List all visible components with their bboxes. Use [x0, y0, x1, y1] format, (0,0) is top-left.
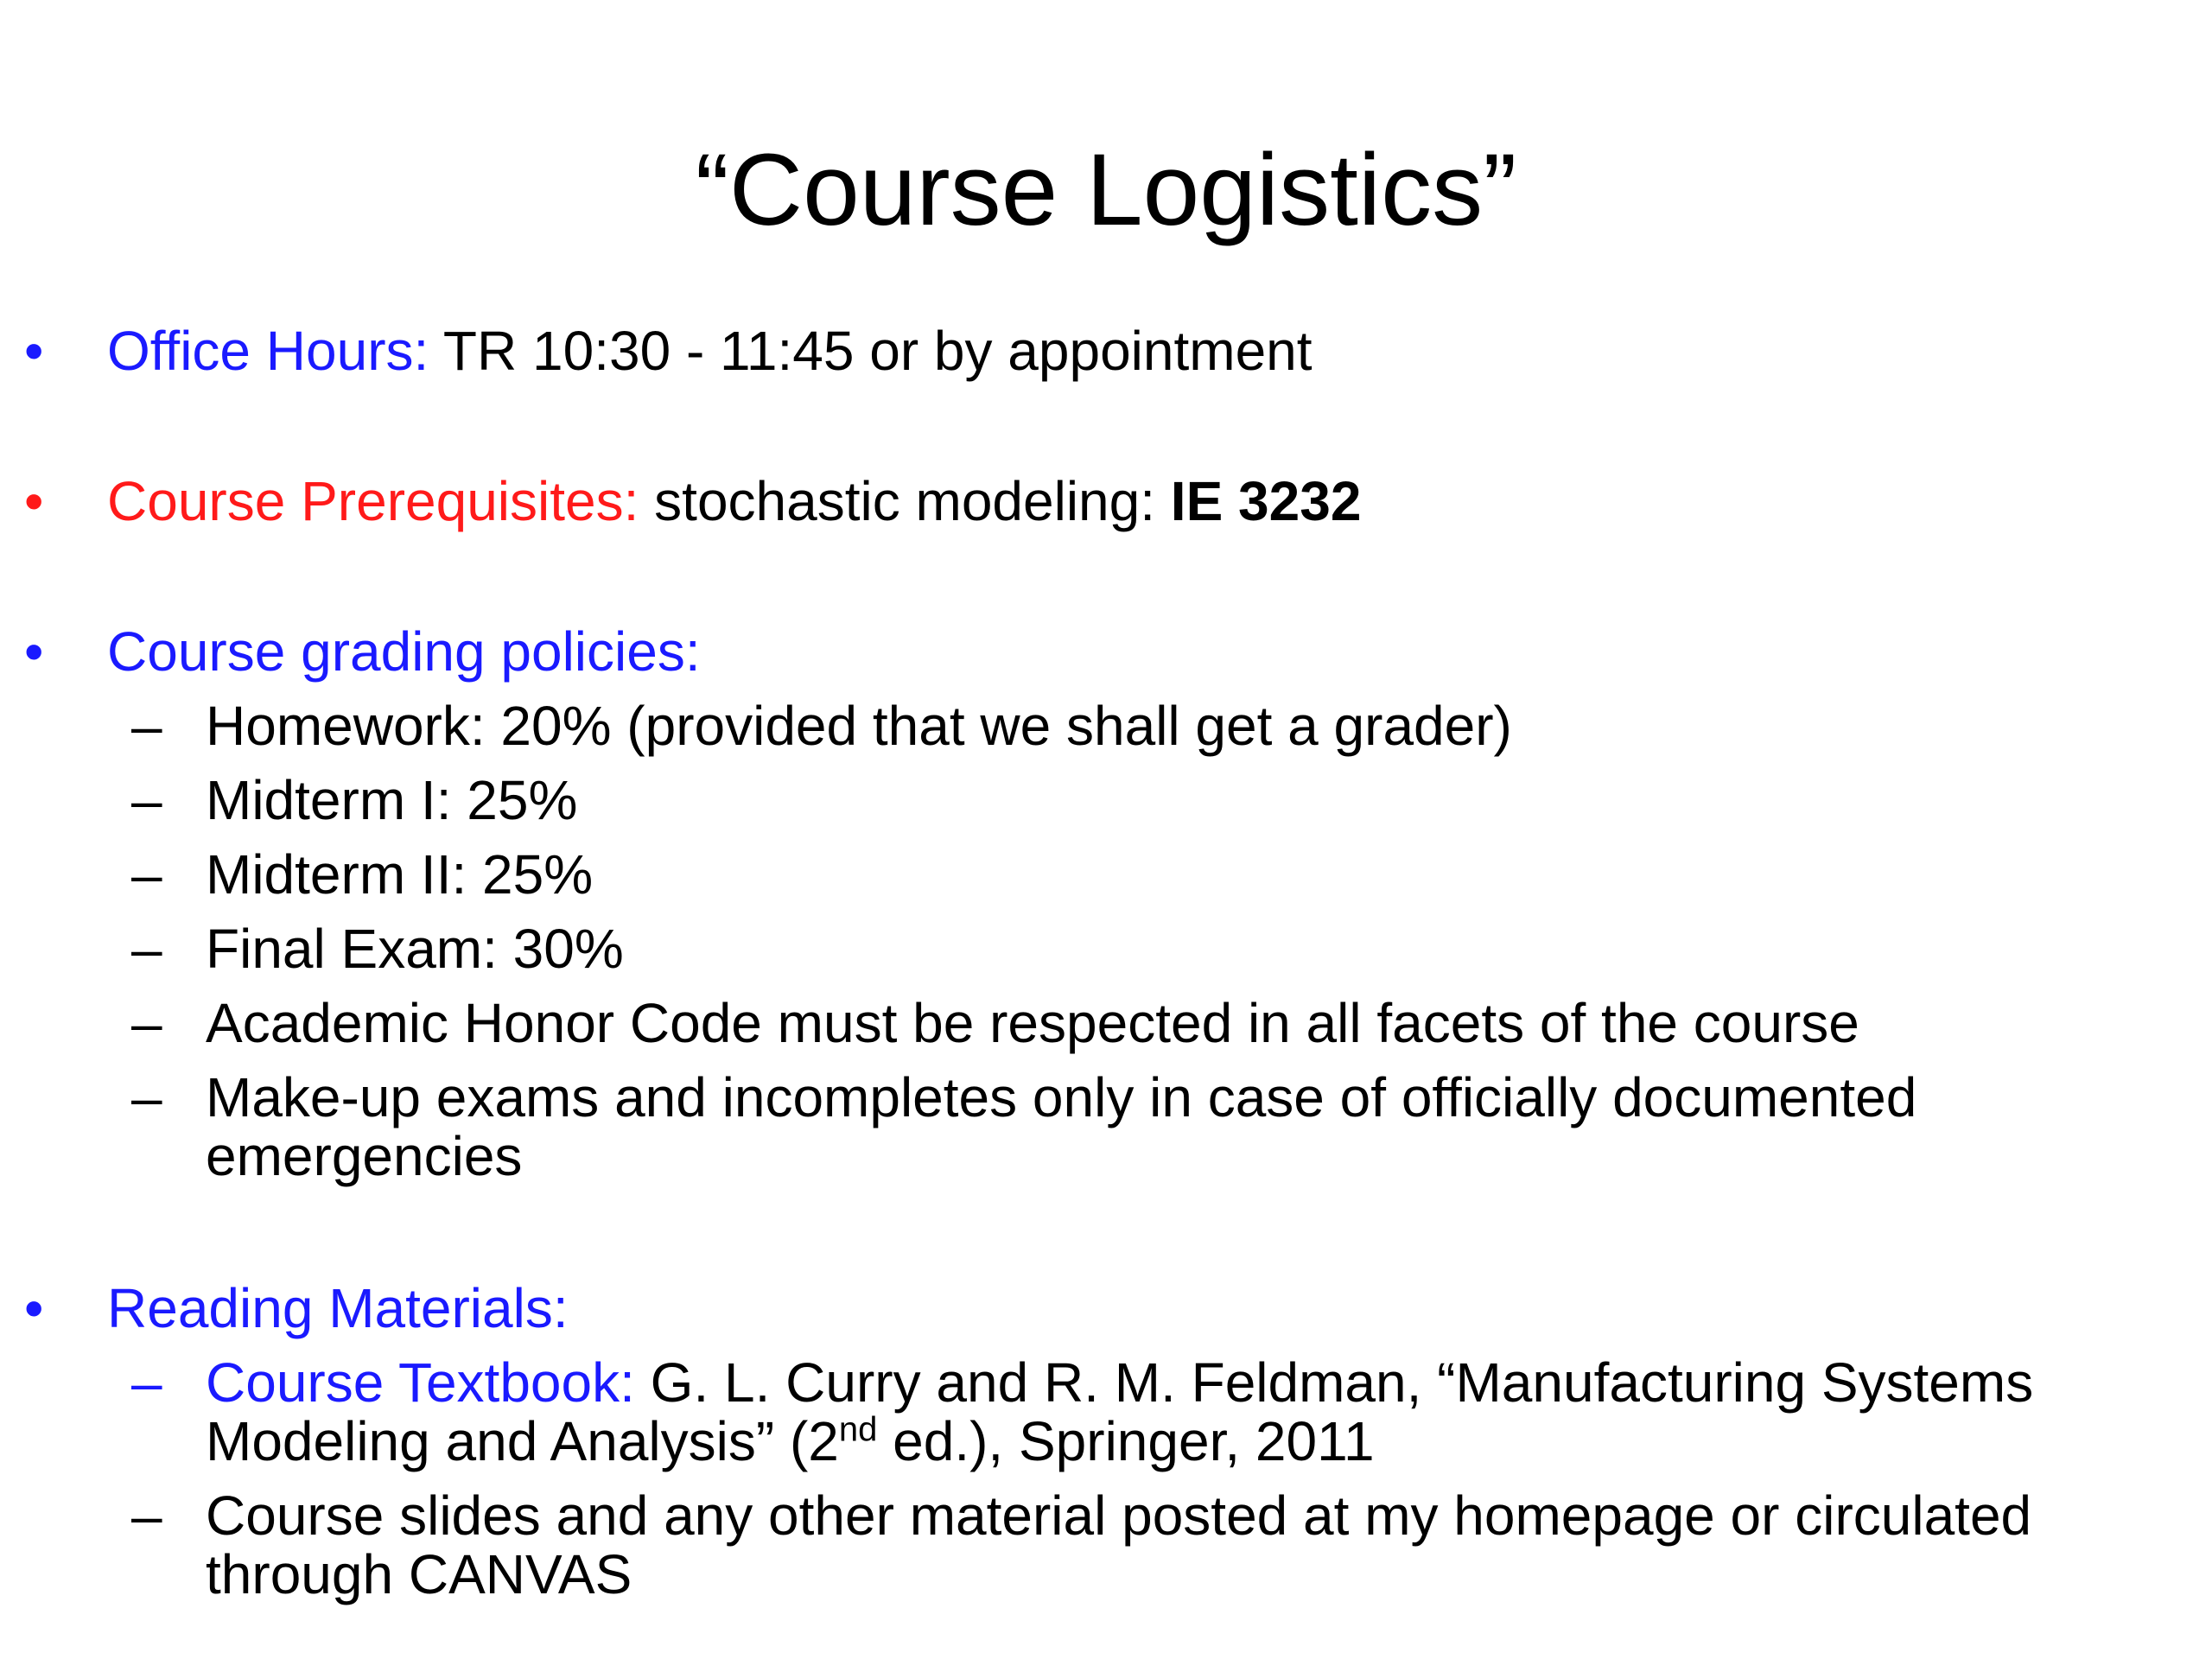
grading-item-midterm-1: Midterm I: 25% — [206, 769, 578, 831]
office-hours-label: Office Hours: — [107, 320, 429, 382]
grading-item-midterm-2: Midterm II: 25% — [206, 843, 594, 906]
grading-item-final-exam: Final Exam: 30% — [206, 918, 624, 980]
prerequisites-label: Course Prerequisites: — [107, 470, 639, 532]
bullet-office-hours: • — [24, 320, 44, 382]
textbook-citation-part3: ed.), Springer, 2011 — [877, 1410, 1375, 1472]
textbook-line2 — [206, 1410, 1375, 1472]
textbook-citation-part2: Modeling and Analysis” (2 — [206, 1410, 839, 1472]
dash-final-exam: – — [131, 918, 162, 980]
slides-line1: Course slides and any other material posted at my homepage or circulated — [206, 1484, 2032, 1547]
dash-makeup: – — [131, 1066, 162, 1128]
textbook-label: Course Textbook: — [206, 1351, 635, 1414]
dash-homework: – — [131, 695, 162, 757]
reading-label: Reading Materials: — [107, 1277, 569, 1339]
prerequisite-course: IE 3232 — [1170, 470, 1362, 532]
grading-item-homework: Homework: 20% (provided that we shall get a grader) — [206, 695, 1512, 757]
grading-item-honor-code: Academic Honor Code must be respected in all facets of the course — [206, 992, 1859, 1054]
office-hours-line — [107, 320, 1313, 382]
slides-line2: through CANVAS — [206, 1543, 632, 1605]
dash-midterm-2: – — [131, 843, 162, 906]
dash-slides: – — [131, 1484, 162, 1547]
slide-title: “Course Logistics” — [695, 133, 1517, 247]
bullet-grading: • — [24, 620, 44, 683]
grading-item-makeup-line1: Make-up exams and incompletes only in case of officially documented — [206, 1066, 1917, 1128]
textbook-edition-superscript: nd — [838, 1410, 878, 1449]
office-hours-text: TR 10:30 - 11:45 or by appointment — [429, 320, 1313, 382]
grading-label: Course grading policies: — [107, 620, 701, 683]
prerequisites-line — [107, 470, 1361, 532]
dash-honor-code: – — [131, 992, 162, 1054]
dash-midterm-1: – — [131, 769, 162, 831]
dash-textbook: – — [131, 1351, 162, 1414]
textbook-line1 — [206, 1351, 2033, 1414]
grading-item-makeup-line2: emergencies — [206, 1125, 523, 1187]
prerequisites-text: stochastic modeling: — [639, 470, 1171, 532]
textbook-citation-part1: G. L. Curry and R. M. Feldman, “Manufacturing Systems — [634, 1351, 2034, 1414]
bullet-reading: • — [24, 1277, 44, 1339]
bullet-prerequisites: • — [24, 470, 44, 532]
